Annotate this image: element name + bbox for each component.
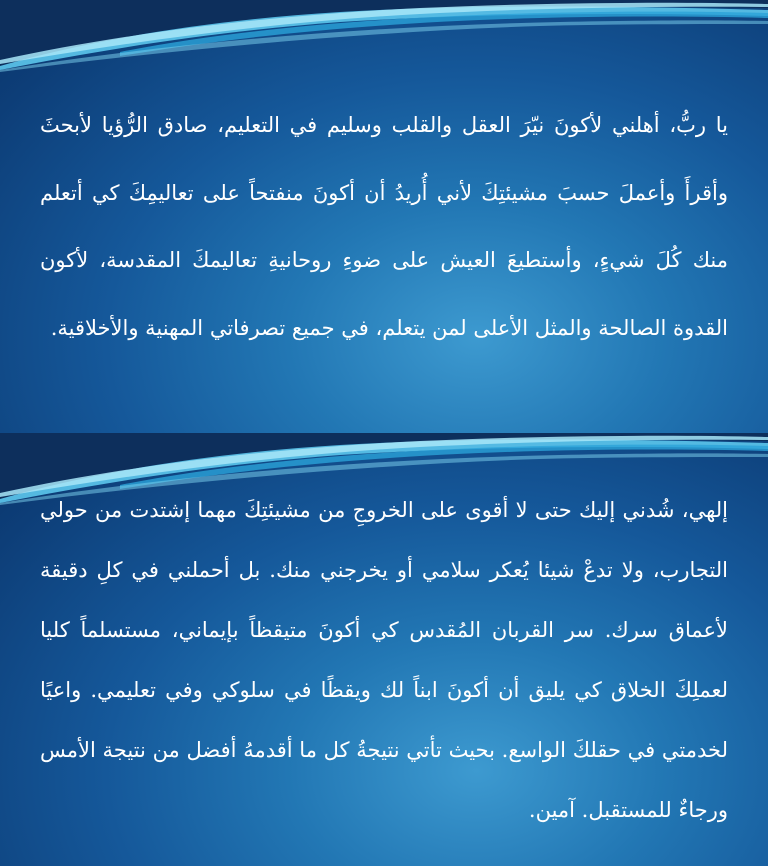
- prayer-paragraph-2: إلهي، شُدني إليك حتى لا أقوى على الخروجِ من مشيئتِكَ مهما إشتدت من حولي التجارب، ولا تدعْ شيئا يُعكر سلامي أو يخرجني منك. بل أحملني في كلِ دقيقة لأعماق سرك. سر القربان المُقدس كي أكونَ متيقظاً بإيماني، مستسلماً كليا لعملِكَ الخلاق كي يليق أن أكونَ ابناً لك ويقظًا في سلوكي وفي تعليمي. واعيًا لخدمتي في حقلكَ الواسع. بحيث تأتي نتيجةُ كل ما أقدمهُ أفضل من نتيجة الأمس ورجاءٌ للمستقبل. آمين.: [40, 498, 728, 822]
- slide-2: [0, 433, 768, 866]
- prayer-paragraph-1: يا ربُّ، أهلني لأكونَ نيّرَ العقل والقلب وسليم في التعليم، صادق الرُّؤيا لأبحثَ وأقرأَ وأعملَ حسبَ مشيئتِكَ لأني أُريدُ أن أكونَ منفتحاً على تعاليمِكَ كي أتعلم منك كُلَ شيءٍ، وأستطيعَ العيش على ضوءِ روحانيةِ تعاليمكَ المقدسة، لأكون القدوة الصالحة والمثل الأعلى لمن يتعلم، في جميع تصرفاتي المهنية والأخلاقية.: [40, 113, 728, 340]
- wave-decoration: [0, 0, 768, 72]
